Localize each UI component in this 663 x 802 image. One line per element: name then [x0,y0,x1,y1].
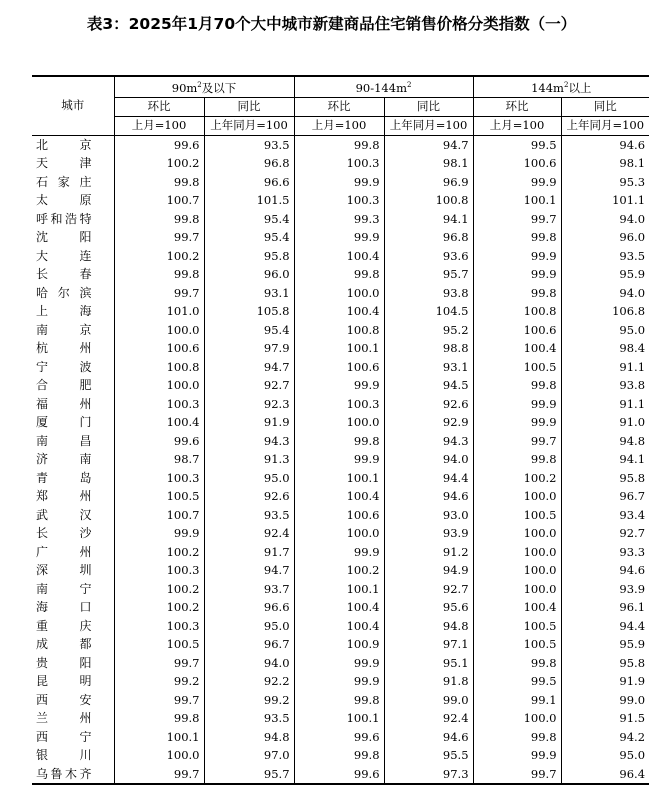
mom-header: 环比 [114,97,204,116]
yoy-large-cell: 93.5 [561,247,649,266]
yoy-small-cell: 96.8 [204,154,294,173]
mom-medium-cell: 99.6 [294,765,384,785]
yoy-large-cell: 91.1 [561,395,649,414]
mom-large-cell: 100.4 [473,598,561,617]
mom-medium-cell: 100.1 [294,580,384,599]
table-row [32,728,649,747]
table-row [32,432,649,451]
table-row [32,450,649,469]
yoy-small-cell: 95.0 [204,469,294,488]
yoy-large-cell: 96.1 [561,598,649,617]
mom-large-cell: 100.0 [473,580,561,599]
mom-medium-cell: 99.3 [294,210,384,229]
mom-small-cell: 100.3 [114,561,204,580]
mom-medium-cell: 99.9 [294,228,384,247]
yoy-large-cell: 92.7 [561,524,649,543]
mom-small-cell: 101.0 [114,302,204,321]
mom-medium-cell: 100.2 [294,561,384,580]
city-cell: 沈阳 [36,230,92,245]
mom-small-cell: 99.7 [114,765,204,785]
yoy-small-cell: 95.4 [204,210,294,229]
yoy-medium-cell: 95.7 [384,265,473,284]
yoy-medium-cell: 97.1 [384,635,473,654]
mom-small-cell: 100.6 [114,339,204,358]
yoy-medium-cell: 92.9 [384,413,473,432]
yoy-small-cell: 95.4 [204,228,294,247]
yoy-medium-cell: 96.8 [384,228,473,247]
yoy-small-cell: 92.2 [204,672,294,691]
mom-large-cell: 100.5 [473,617,561,636]
mom-large-cell: 99.5 [473,672,561,691]
yoy-large-cell: 95.8 [561,654,649,673]
yoy-small-cell: 97.0 [204,746,294,765]
yoy-medium-cell: 94.1 [384,210,473,229]
city-cell: 合肥 [36,378,92,393]
yoy-small-cell: 97.9 [204,339,294,358]
mom-large-cell: 100.0 [473,543,561,562]
mom-small-cell: 99.6 [114,135,204,154]
city-cell: 重庆 [36,618,92,633]
mom-large-cell: 99.8 [473,728,561,747]
yoy-header: 同比 [384,97,473,116]
mom-small-cell: 100.0 [114,321,204,340]
city-cell: 海口 [36,600,92,615]
yoy-small-cell: 96.6 [204,173,294,192]
mom-small-cell: 100.0 [114,376,204,395]
mom-large-cell: 99.9 [473,413,561,432]
mom-small-cell: 100.3 [114,617,204,636]
table-row [32,210,649,229]
city-cell: 厦门 [36,415,92,430]
table-row [32,746,649,765]
mom-small-cell: 100.7 [114,506,204,525]
table-row [32,709,649,728]
yoy-large-cell: 91.0 [561,413,649,432]
yoy-medium-cell: 93.0 [384,506,473,525]
yoy-small-cell: 92.3 [204,395,294,414]
mom-medium-cell: 100.0 [294,284,384,303]
mom-medium-cell: 100.4 [294,617,384,636]
yoy-medium-cell: 94.0 [384,450,473,469]
mom-small-cell: 99.7 [114,654,204,673]
table-row [32,617,649,636]
yoy-large-cell: 95.3 [561,173,649,192]
yoy-medium-cell: 93.9 [384,524,473,543]
mom-small-cell: 100.5 [114,635,204,654]
yoy-large-cell: 95.9 [561,635,649,654]
group-header-small: $90m^2$及以下 [114,76,294,97]
mom-large-cell: 100.8 [473,302,561,321]
city-cell: 青岛 [36,470,92,485]
table-row [32,358,649,377]
city-cell: 兰州 [36,711,92,726]
mom-small-cell: 100.3 [114,469,204,488]
table-row [32,265,649,284]
mom-small-cell: 99.7 [114,284,204,303]
table-row [32,339,649,358]
yoy-medium-cell: 95.5 [384,746,473,765]
yoy-large-cell: 98.1 [561,154,649,173]
mom-large-cell: 99.8 [473,654,561,673]
yoy-large-cell: 95.8 [561,469,649,488]
yoy-medium-cell: 98.1 [384,154,473,173]
yoy-medium-cell: 99.0 [384,691,473,710]
table-row [32,691,649,710]
mom-medium-cell: 100.0 [294,524,384,543]
yoy-medium-cell: 92.4 [384,709,473,728]
mom-large-cell: 100.6 [473,321,561,340]
yoy-base-header: 上年同月=100 [384,116,473,135]
city-cell: 广州 [36,544,92,559]
yoy-large-cell: 106.8 [561,302,649,321]
yoy-medium-cell: 98.8 [384,339,473,358]
table-row [32,321,649,340]
table-row [32,635,649,654]
yoy-small-cell: 94.8 [204,728,294,747]
yoy-medium-cell: 94.4 [384,469,473,488]
city-cell: 济南 [36,452,92,467]
mom-medium-cell: 100.4 [294,598,384,617]
mom-small-cell: 99.8 [114,265,204,284]
yoy-large-cell: 96.7 [561,487,649,506]
city-cell: 呼和浩特 [36,211,92,226]
mom-base-header: 上月=100 [473,116,561,135]
yoy-large-cell: 93.4 [561,506,649,525]
mom-large-cell: 99.9 [473,265,561,284]
table-row [32,173,649,192]
mom-medium-cell: 99.8 [294,135,384,154]
mom-large-cell: 100.5 [473,506,561,525]
mom-large-cell: 100.4 [473,339,561,358]
mom-large-cell: 99.1 [473,691,561,710]
mom-large-cell: 99.9 [473,173,561,192]
city-cell: 南昌 [36,433,92,448]
table-row [32,543,649,562]
table-row [32,247,649,266]
mom-medium-cell: 100.3 [294,154,384,173]
mom-small-cell: 100.8 [114,358,204,377]
mom-small-cell: 100.2 [114,580,204,599]
mom-medium-cell: 100.1 [294,709,384,728]
yoy-large-cell: 99.0 [561,691,649,710]
group-header-large: $144m^2$以上 [473,76,649,97]
table-row [32,191,649,210]
price-index-table [32,75,649,785]
yoy-medium-cell: 94.6 [384,728,473,747]
city-cell: 福州 [36,396,92,411]
yoy-large-cell: 94.6 [561,135,649,154]
yoy-small-cell: 94.7 [204,358,294,377]
yoy-medium-cell: 100.8 [384,191,473,210]
yoy-medium-cell: 94.6 [384,487,473,506]
yoy-base-header: 上年同月=100 [561,116,649,135]
yoy-small-cell: 92.7 [204,376,294,395]
mom-small-cell: 100.1 [114,728,204,747]
table-row [32,524,649,543]
yoy-header: 同比 [204,97,294,116]
mom-medium-cell: 99.6 [294,728,384,747]
mom-large-cell: 100.6 [473,154,561,173]
yoy-large-cell: 96.4 [561,765,649,785]
mom-medium-cell: 99.9 [294,543,384,562]
mom-header: 环比 [294,97,384,116]
yoy-small-cell: 94.7 [204,561,294,580]
table-row [32,561,649,580]
mom-medium-cell: 99.8 [294,746,384,765]
yoy-small-cell: 96.6 [204,598,294,617]
mom-large-cell: 99.9 [473,395,561,414]
yoy-small-cell: 93.5 [204,709,294,728]
mom-large-cell: 99.9 [473,247,561,266]
city-column-header: 城市 [32,76,114,135]
city-cell: 上海 [36,304,92,319]
yoy-large-cell: 91.5 [561,709,649,728]
yoy-large-cell: 96.0 [561,228,649,247]
city-cell: 昆明 [36,674,92,689]
yoy-medium-cell: 94.8 [384,617,473,636]
mom-medium-cell: 99.8 [294,265,384,284]
mom-large-cell: 100.1 [473,191,561,210]
table-row [32,469,649,488]
mom-small-cell: 99.2 [114,672,204,691]
yoy-medium-cell: 95.1 [384,654,473,673]
city-cell: 西宁 [36,729,92,744]
mom-small-cell: 99.8 [114,210,204,229]
mom-large-cell: 100.5 [473,358,561,377]
city-cell: 南京 [36,322,92,337]
mom-medium-cell: 100.6 [294,358,384,377]
mom-large-cell: 100.0 [473,524,561,543]
yoy-medium-cell: 93.6 [384,247,473,266]
mom-large-cell: 99.5 [473,135,561,154]
yoy-header: 同比 [561,97,649,116]
mom-base-header: 上月=100 [294,116,384,135]
yoy-medium-cell: 95.6 [384,598,473,617]
mom-small-cell: 100.0 [114,746,204,765]
mom-large-cell: 100.2 [473,469,561,488]
yoy-large-cell: 93.9 [561,580,649,599]
table-row [32,135,649,154]
yoy-large-cell: 94.0 [561,284,649,303]
yoy-small-cell: 94.0 [204,654,294,673]
mom-medium-cell: 100.4 [294,247,384,266]
yoy-large-cell: 93.8 [561,376,649,395]
yoy-small-cell: 94.3 [204,432,294,451]
yoy-small-cell: 96.7 [204,635,294,654]
yoy-small-cell: 95.8 [204,247,294,266]
table-row [32,487,649,506]
table-row [32,228,649,247]
city-cell: 贵阳 [36,655,92,670]
mom-large-cell: 100.0 [473,561,561,580]
yoy-small-cell: 93.7 [204,580,294,599]
yoy-large-cell: 98.4 [561,339,649,358]
mom-large-cell: 99.9 [473,746,561,765]
mom-medium-cell: 100.3 [294,395,384,414]
group-header-medium: $90-144m^2$ [294,76,473,97]
mom-medium-cell: 100.1 [294,469,384,488]
yoy-large-cell: 95.0 [561,321,649,340]
yoy-small-cell: 92.6 [204,487,294,506]
table-row [32,580,649,599]
city-cell: 北京 [36,137,92,152]
yoy-medium-cell: 95.2 [384,321,473,340]
yoy-large-cell: 94.8 [561,432,649,451]
mom-small-cell: 99.8 [114,709,204,728]
city-cell: 杭州 [36,341,92,356]
table-row [32,765,649,785]
yoy-large-cell: 95.9 [561,265,649,284]
mom-medium-cell: 100.0 [294,413,384,432]
mom-large-cell: 99.8 [473,376,561,395]
mom-large-cell: 100.5 [473,635,561,654]
city-cell: 天津 [36,156,92,171]
mom-medium-cell: 99.9 [294,672,384,691]
yoy-small-cell: 101.5 [204,191,294,210]
city-cell: 太原 [36,193,92,208]
city-cell: 宁波 [36,359,92,374]
yoy-medium-cell: 92.7 [384,580,473,599]
yoy-medium-cell: 96.9 [384,173,473,192]
mom-small-cell: 100.2 [114,247,204,266]
yoy-small-cell: 91.9 [204,413,294,432]
mom-small-cell: 100.2 [114,543,204,562]
mom-header: 环比 [473,97,561,116]
mom-small-cell: 100.2 [114,598,204,617]
yoy-medium-cell: 94.3 [384,432,473,451]
yoy-large-cell: 91.1 [561,358,649,377]
yoy-small-cell: 91.7 [204,543,294,562]
city-cell: 武汉 [36,507,92,522]
yoy-large-cell: 101.1 [561,191,649,210]
yoy-small-cell: 93.1 [204,284,294,303]
yoy-small-cell: 93.5 [204,135,294,154]
table-row [32,506,649,525]
city-cell: 长春 [36,267,92,282]
mom-medium-cell: 100.4 [294,302,384,321]
city-cell: 南宁 [36,581,92,596]
mom-medium-cell: 100.6 [294,506,384,525]
mom-small-cell: 99.9 [114,524,204,543]
yoy-large-cell: 94.4 [561,617,649,636]
yoy-medium-cell: 104.5 [384,302,473,321]
mom-small-cell: 99.8 [114,173,204,192]
yoy-medium-cell: 94.9 [384,561,473,580]
table-row [32,654,649,673]
yoy-large-cell: 94.2 [561,728,649,747]
mom-large-cell: 99.8 [473,450,561,469]
mom-medium-cell: 99.8 [294,432,384,451]
yoy-large-cell: 94.0 [561,210,649,229]
yoy-medium-cell: 91.2 [384,543,473,562]
table-body [32,135,649,784]
table-row [32,672,649,691]
yoy-large-cell: 95.0 [561,746,649,765]
mom-large-cell: 100.0 [473,709,561,728]
yoy-large-cell: 93.3 [561,543,649,562]
yoy-medium-cell: 94.7 [384,135,473,154]
mom-medium-cell: 99.9 [294,376,384,395]
city-cell: 成都 [36,637,92,652]
mom-small-cell: 100.7 [114,191,204,210]
mom-small-cell: 100.2 [114,154,204,173]
city-cell: 哈尔滨 [36,285,92,300]
yoy-small-cell: 93.5 [204,506,294,525]
yoy-small-cell: 95.0 [204,617,294,636]
mom-medium-cell: 100.4 [294,487,384,506]
city-cell: 大连 [36,248,92,263]
city-cell: 银川 [36,748,92,763]
mom-medium-cell: 100.8 [294,321,384,340]
mom-medium-cell: 99.8 [294,691,384,710]
mom-medium-cell: 100.1 [294,339,384,358]
yoy-small-cell: 95.4 [204,321,294,340]
yoy-large-cell: 94.6 [561,561,649,580]
city-cell: 长沙 [36,526,92,541]
mom-small-cell: 99.7 [114,691,204,710]
yoy-large-cell: 91.9 [561,672,649,691]
mom-large-cell: 99.7 [473,432,561,451]
yoy-medium-cell: 94.5 [384,376,473,395]
city-cell: 西安 [36,692,92,707]
table-title: 表3：2025年1月70个大中城市新建商品住宅销售价格分类指数（一） [86,15,577,33]
mom-medium-cell: 99.9 [294,173,384,192]
mom-small-cell: 100.5 [114,487,204,506]
yoy-small-cell: 105.8 [204,302,294,321]
mom-base-header: 上月=100 [114,116,204,135]
city-cell: 石家庄 [36,174,92,189]
mom-medium-cell: 100.3 [294,191,384,210]
table-row [32,598,649,617]
city-cell: 深圳 [36,563,92,578]
yoy-small-cell: 91.3 [204,450,294,469]
yoy-large-cell: 94.1 [561,450,649,469]
mom-large-cell: 99.7 [473,765,561,785]
table-row [32,154,649,173]
yoy-medium-cell: 97.3 [384,765,473,785]
mom-small-cell: 99.6 [114,432,204,451]
mom-large-cell: 99.7 [473,210,561,229]
table-row [32,413,649,432]
yoy-base-header: 上年同月=100 [204,116,294,135]
yoy-small-cell: 99.2 [204,691,294,710]
yoy-small-cell: 96.0 [204,265,294,284]
city-cell: 乌鲁木齐 [32,765,114,785]
yoy-small-cell: 92.4 [204,524,294,543]
mom-medium-cell: 99.9 [294,654,384,673]
mom-large-cell: 99.8 [473,228,561,247]
table-row [32,284,649,303]
mom-large-cell: 99.8 [473,284,561,303]
yoy-medium-cell: 93.8 [384,284,473,303]
mom-large-cell: 100.0 [473,487,561,506]
mom-small-cell: 98.7 [114,450,204,469]
table-row [32,395,649,414]
city-cell: 郑州 [36,489,92,504]
yoy-medium-cell: 91.8 [384,672,473,691]
mom-small-cell: 100.4 [114,413,204,432]
yoy-medium-cell: 93.1 [384,358,473,377]
yoy-medium-cell: 92.6 [384,395,473,414]
mom-medium-cell: 99.9 [294,450,384,469]
mom-small-cell: 99.7 [114,228,204,247]
table-row [32,376,649,395]
mom-medium-cell: 100.9 [294,635,384,654]
mom-small-cell: 100.3 [114,395,204,414]
yoy-small-cell: 95.7 [204,765,294,785]
table-row [32,302,649,321]
